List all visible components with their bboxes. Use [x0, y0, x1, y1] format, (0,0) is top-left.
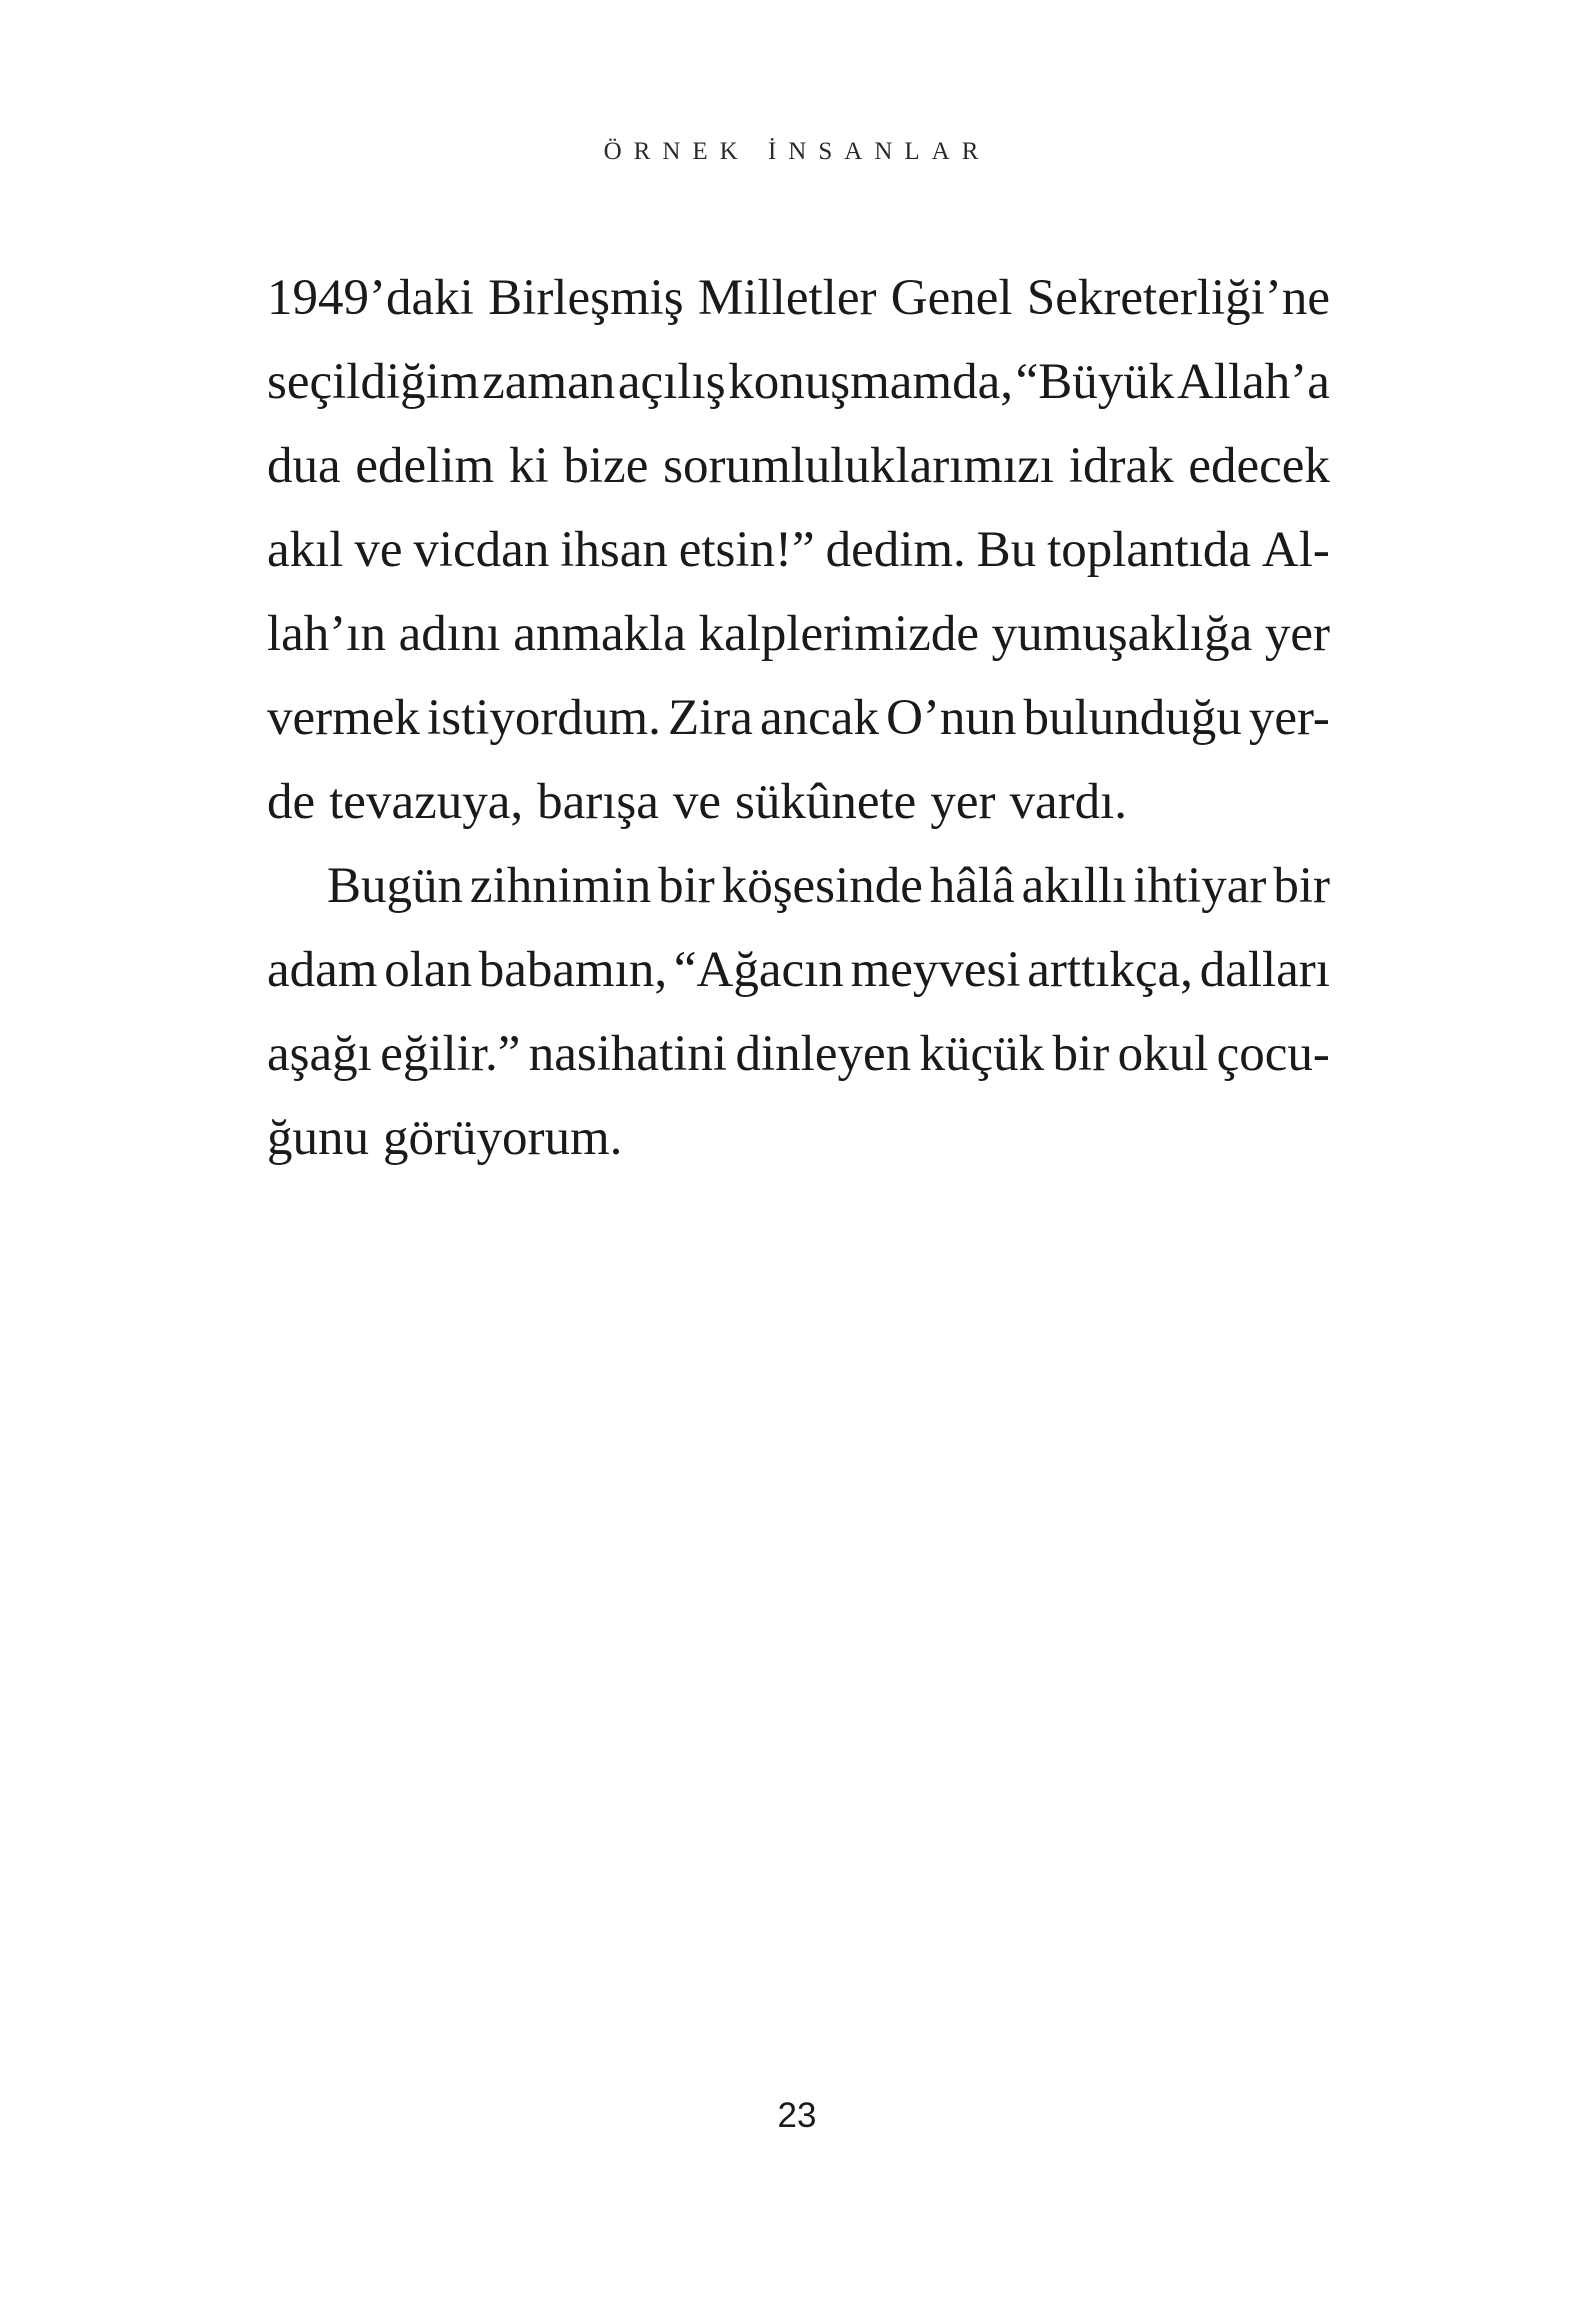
text-line [267, 592, 1330, 676]
word: bir [1052, 1026, 1110, 1082]
word: ve [354, 522, 403, 578]
word: idrak [1068, 438, 1174, 494]
word: Zira [667, 690, 753, 746]
word: “Büyük [1015, 354, 1175, 410]
word: ihsan [560, 522, 668, 578]
word: barışa [537, 774, 659, 830]
word: yumuşaklığa [991, 606, 1253, 662]
word: aşağı [267, 1026, 372, 1082]
word: lah’ın [267, 606, 386, 662]
word: tevazuya, [329, 774, 524, 830]
word: çocu- [1216, 1026, 1330, 1082]
word: eğilir.” [380, 1026, 521, 1082]
page-number: 23 [777, 2096, 817, 2135]
word: etsin!” [678, 522, 815, 578]
word: küçük [919, 1026, 1045, 1082]
word: dedim. [825, 522, 966, 578]
word: vermek [267, 690, 420, 746]
text-line [267, 760, 1330, 844]
word: istiyordum. [427, 690, 661, 746]
word: Genel [890, 270, 1013, 326]
text-line [267, 256, 1330, 340]
word: adını [398, 606, 501, 662]
word: yer- [1248, 690, 1330, 746]
word: zihnimin [469, 858, 652, 914]
word: ki [508, 438, 549, 494]
word: konuşmamda, [728, 354, 1013, 410]
text-line [267, 1096, 1330, 1180]
word: dinleyen [735, 1026, 912, 1082]
word: okul [1117, 1026, 1209, 1082]
word: bize [563, 438, 649, 494]
word: dua [267, 438, 341, 494]
word: meyvesi [850, 942, 1021, 998]
word: Allah’a [1177, 354, 1330, 410]
text-line [267, 1012, 1330, 1096]
word: Bugün [327, 858, 464, 914]
paragraph-2 [267, 844, 1330, 1180]
word: yer [1264, 606, 1330, 662]
word: olan [384, 942, 473, 998]
word: ihtiyar [1133, 858, 1267, 914]
word: Milletler [698, 270, 877, 326]
word: akıllı [1021, 858, 1127, 914]
word: açılış [617, 354, 726, 410]
running-header: ÖRNEK İNSANLAR [603, 138, 991, 165]
word: de [267, 774, 316, 830]
word: hâlâ [929, 858, 1015, 914]
word: bir [658, 858, 715, 914]
text-line [267, 340, 1330, 424]
word: Al- [1261, 522, 1330, 578]
word: adam [267, 942, 378, 998]
paragraph-1 [267, 256, 1330, 844]
word: ancak [760, 690, 879, 746]
text-line [267, 928, 1330, 1012]
word: dalları [1199, 942, 1330, 998]
word: ğunu [267, 1110, 369, 1166]
word: edelim [355, 438, 495, 494]
word: 1949’daki [267, 270, 474, 326]
word: bir [1273, 858, 1330, 914]
word: zaman [482, 354, 616, 410]
word: sükûnete [735, 774, 917, 830]
word: akıl [267, 522, 344, 578]
word: sorumluluklarımızı [663, 438, 1055, 494]
text-line [267, 844, 1330, 928]
word: seçildiğim [267, 354, 480, 410]
word: nasihatini [528, 1026, 728, 1082]
word: Sekreterliği’ne [1026, 270, 1330, 326]
body-text [267, 256, 1330, 1180]
word: toplantıda [1047, 522, 1252, 578]
text-line [267, 676, 1330, 760]
text-line [267, 424, 1330, 508]
word: vardı. [1009, 774, 1127, 830]
word: “Ağacın [673, 942, 844, 998]
word: köşesinde [721, 858, 923, 914]
word: kalplerimizde [698, 606, 979, 662]
text-line [267, 508, 1330, 592]
word: görüyorum. [383, 1110, 623, 1166]
word: anmakla [513, 606, 686, 662]
word: bulunduğu [1023, 690, 1242, 746]
word: arttıkça, [1027, 942, 1193, 998]
word: vicdan [413, 522, 550, 578]
word: O’nun [886, 690, 1017, 746]
word: babamın, [478, 942, 668, 998]
word: ve [672, 774, 722, 830]
word: edecek [1188, 438, 1330, 494]
word: Birleşmiş [488, 270, 684, 326]
word: yer [930, 774, 996, 830]
word: Bu [976, 522, 1037, 578]
